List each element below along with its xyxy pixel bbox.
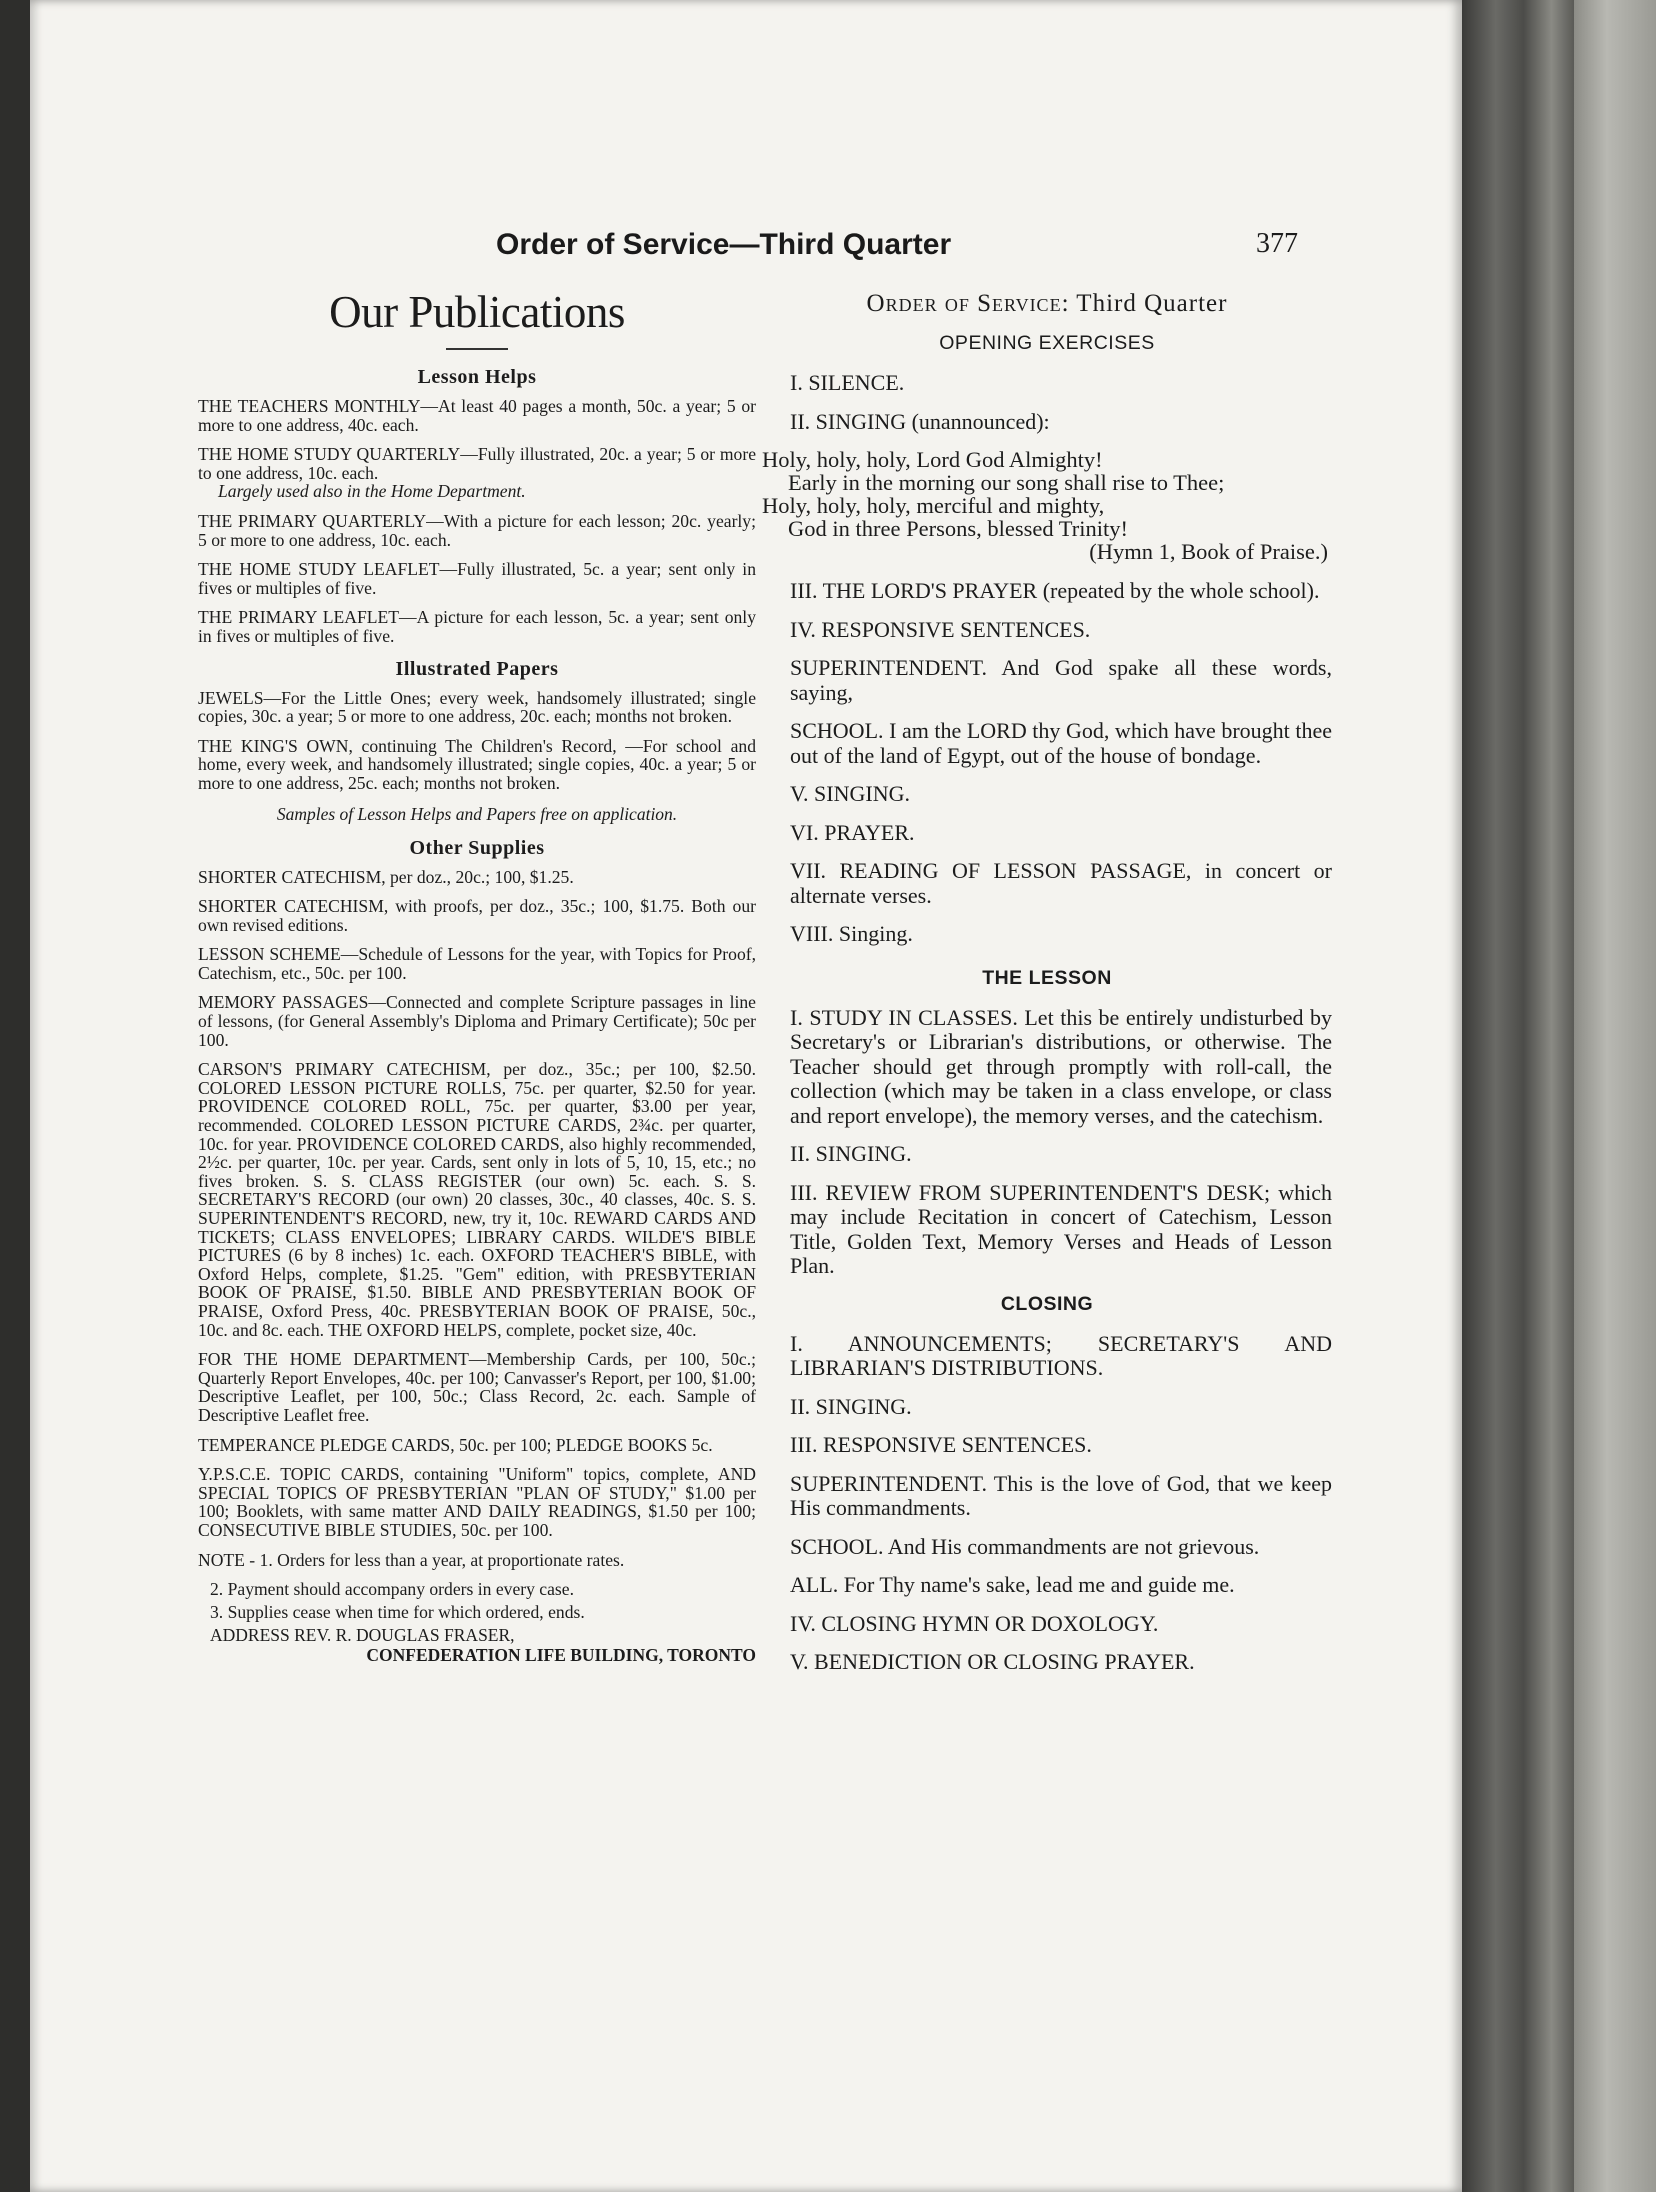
service-item: II. SINGING.	[790, 1141, 912, 1166]
note-entry: 3. Supplies cease when time for which ordered, ends.	[210, 1601, 585, 1622]
book-page	[30, 0, 1462, 2192]
publication-entry: JEWELS—For the Little Ones; every week, handsomely illustrated; single copies, 30c. a year; 5 or more to one address, 20c. each; months not broken.	[198, 687, 756, 727]
supply-entry: MEMORY PASSAGES—Connected and complete Scripture passages in line of lessons, (for General Assembly's Diploma and Primary Certificate); 50c per 100.	[198, 992, 756, 1050]
lesson-helps-heading: Lesson Helps	[417, 366, 537, 388]
service-item: IV. CLOSING HYMN OR DOXOLOGY.	[790, 1610, 1159, 1636]
service-item: VI. PRAYER.	[790, 819, 915, 845]
service-title-rest: : Third Quarter	[1061, 290, 1228, 317]
supply-entry: FOR THE HOME DEPARTMENT—Membership Cards, per 100, 50c.; Quarterly Report Envelopes, 40c. per 100; Canvasser's Report, per 100, $1.00; Descriptive Leaflet, per 100, 50c.; Class Record, 2c. each. Sample of Descriptive Leaflet free.	[198, 1349, 756, 1425]
service-item: V. BENEDICTION OR CLOSING PRAYER.	[790, 1649, 1195, 1674]
service-item: III. RESPONSIVE SENTENCES.	[790, 1432, 1092, 1457]
service-item: I. SILENCE.	[790, 370, 905, 395]
hymn-line: Holy, holy, holy, merciful and mighty,	[762, 493, 1105, 518]
service-item: SUPERINTENDENT. This is the love of God, that we keep His commandments.	[790, 1470, 1332, 1520]
service-item: III. REVIEW FROM SUPERINTENDENT'S DESK; which may include Recitation in concert of Catechism, Lesson Title, Golden Text, Memory Verses and Heads of Lesson Plan.	[790, 1179, 1332, 1278]
hymn-verse	[762, 448, 1332, 563]
page-number: 377	[1256, 228, 1298, 259]
home-department-note: Largely used also in the Home Department.	[218, 481, 526, 502]
illustrated-papers-heading: Illustrated Papers	[395, 657, 559, 680]
publications-title: Our Publications	[329, 287, 625, 337]
service-item: ALL. For Thy name's sake, lead me and guide me.	[790, 1572, 1235, 1597]
publication-entry: THE HOME STUDY LEAFLET—Fully illustrated, 5c. a year; sent only in fives or multiples of five.	[198, 559, 756, 598]
publications-column	[198, 286, 756, 1665]
service-item: II. SINGING.	[790, 1393, 912, 1419]
supply-entry: Y.P.S.C.E. TOPIC CARDS, containing "Uniform" topics, complete, AND SPECIAL TOPICS OF PRESBYTERIAN "PLAN OF STUDY," $1.00 per 100; Booklets, with same matter AND DAILY READINGS, $1.50 per 100; CONSECUTIVE BIBLE STUDIES, 50c. per 100.	[198, 1464, 756, 1540]
service-item: SCHOOL. And His commandments are not grievous.	[790, 1533, 1260, 1559]
service-title-main: Order of Service	[866, 290, 1062, 317]
address-block	[198, 1625, 756, 1665]
service-title	[762, 290, 1332, 318]
publication-entry: THE TEACHERS MONTHLY—At least 40 pages a month, 50c. a year; 5 or more to one address, 40c. each.	[198, 396, 756, 435]
service-item: VIII. Singing.	[790, 921, 913, 946]
supply-entry: TEMPERANCE PLEDGE CARDS, 50c. per 100; PLEDGE BOOKS 5c.	[198, 1434, 713, 1455]
note-entry: 2. Payment should accompany orders in every case.	[210, 1579, 574, 1600]
service-item: II. SINGING (unannounced):	[790, 408, 1050, 434]
supply-entry: CARSON'S PRIMARY CATECHISM, per doz., 35c.; per 100, $2.50. COLORED LESSON PICTURE ROLLS, 75c. per quarter, $2.50 for year. PROVIDENCE COLORED ROLL, 75c. per quarter, $3.00 per year, recommended. COLORED LESSON PICTURE CARDS, 2¾c. per quarter, 10c. for year. PROVIDENCE COLORED CARDS, also highly recommended, 2½c. per quarter, 10c. per year. Cards, sent only in lots of 5, 10, 15, etc.; no fives broken. S. S. CLASS REGISTER (our own) 5c. each. S. S. SECRETARY'S RECORD (our own) 20 classes, 30c., 40 classes, 40c. S. S. SUPERINTENDENT'S RECORD, new, try it, 10c. REWARD CARDS AND TICKETS; CLASS ENVELOPES; LIBRARY CARDS. WILDE'S BIBLE PICTURES (6 by 8 inches) 1c. each. OXFORD TEACHER'S BIBLE, with Oxford Helps, complete, $1.25. "Gem" edition, with PRESBYTERIAN BOOK OF PRAISE, $1.50. BIBLE AND PRESBYTERIAN BOOK OF PRAISE, Oxford Press, 40c. PRESBYTERIAN BOOK OF PRAISE, 50c., 10c. and 8c. each. THE OXFORD HELPS, complete, pocket size, 40c.	[198, 1059, 756, 1340]
supply-entry: SHORTER CATECHISM, with proofs, per doz., 35c.; 100, $1.75. Both our own revised editions.	[198, 896, 756, 935]
service-item: I. STUDY IN CLASSES. Let this be entirely undisturbed by Secretary's or Librarian's distributions, or otherwise. The Teacher should get through promptly with roll-call, the collection (which may be taken in a class envelope, or class and report envelope), the memory verses, and the catechism.	[790, 1004, 1332, 1128]
opening-exercises-heading: OPENING EXERCISES	[939, 332, 1155, 354]
service-item: VII. READING OF LESSON PASSAGE, in concert or alternate verses.	[790, 858, 1332, 908]
running-title: Order of Service—Third Quarter	[496, 228, 952, 261]
publication-entry: THE HOME STUDY QUARTERLY—Fully illustrated, 20c. a year; 5 or more to one address, 10c. each.	[198, 444, 756, 483]
address-line: CONFEDERATION LIFE BUILDING, TORONTO	[366, 1645, 756, 1666]
service-item: IV. RESPONSIVE SENTENCES.	[790, 616, 1091, 642]
publication-entry: THE PRIMARY QUARTERLY—With a picture for each lesson; 20c. yearly; 5 or more to one address, 10c. each.	[198, 510, 756, 550]
service-item: I. ANNOUNCEMENTS; SECRETARY'S AND LIBRARIAN'S DISTRIBUTIONS.	[790, 1330, 1332, 1380]
book-outer-edge	[1574, 0, 1656, 2192]
samples-note: Samples of Lesson Helps and Papers free on application.	[276, 803, 678, 824]
hymn-reference: (Hymn 1, Book of Praise.)	[1089, 539, 1328, 564]
note-entry: NOTE - 1. Orders for less than a year, at proportionate rates.	[198, 1549, 625, 1570]
hymn-line: Early in the morning our song shall rise to Thee;	[788, 470, 1225, 495]
other-supplies-heading: Other Supplies	[409, 836, 545, 859]
title-rule	[446, 348, 508, 350]
book-spine-edge	[1462, 0, 1574, 2192]
closing-heading: CLOSING	[1000, 1292, 1094, 1315]
the-lesson-heading: THE LESSON	[982, 966, 1112, 989]
publication-entry: THE KING'S OWN, continuing The Children's Record, —For school and home, every week, and handsomely illustrated; single copies, 40c. a year; 5 or more to one address, 25c. each; months not broken.	[198, 735, 756, 793]
hymn-line: God in three Persons, blessed Trinity!	[788, 516, 1128, 541]
supply-entry: LESSON SCHEME—Schedule of Lessons for the year, with Topics for Proof, Catechism, etc., 50c. per 100.	[198, 944, 756, 983]
service-item: III. THE LORD'S PRAYER (repeated by the whole school).	[790, 578, 1320, 603]
service-item: SUPERINTENDENT. And God spake all these words, saying,	[790, 655, 1332, 705]
service-item: V. SINGING.	[790, 781, 910, 806]
service-item: SCHOOL. I am the LORD thy God, which have brought thee out of the land of Egypt, out of the house of bondage.	[790, 718, 1332, 768]
page-header	[30, 228, 1462, 268]
supply-entry: SHORTER CATECHISM, per doz., 20c.; 100, $1.25.	[198, 866, 574, 887]
hymn-line: Holy, holy, holy, Lord God Almighty!	[762, 447, 1103, 472]
order-of-service-column	[762, 290, 1332, 1689]
publication-entry: THE PRIMARY LEAFLET—A picture for each lesson, 5c. a year; sent only in fives or multiples of five.	[198, 607, 756, 646]
address-line: ADDRESS REV. R. DOUGLAS FRASER,	[210, 1625, 515, 1646]
